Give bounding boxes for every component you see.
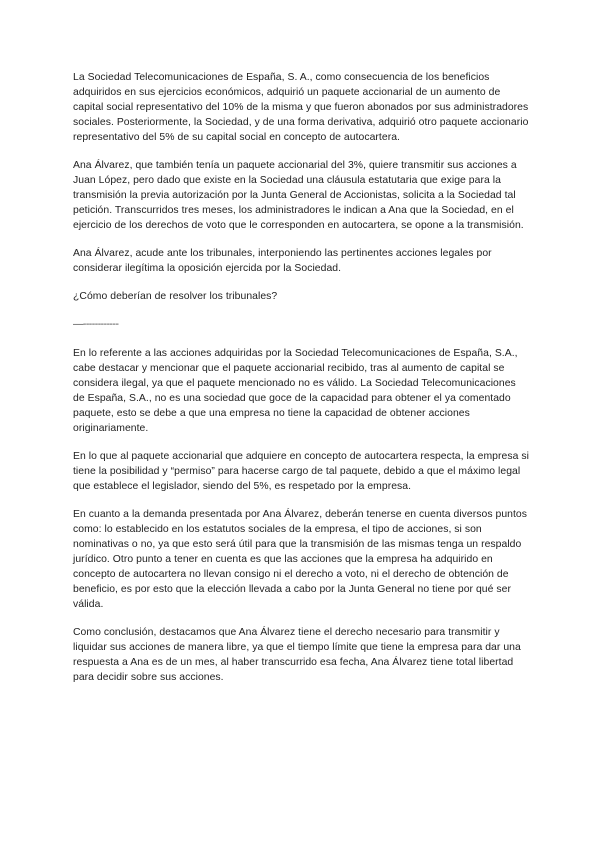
paragraph-answer-acquired-shares: En lo referente a las acciones adquiridas por la Sociedad Telecomunicaciones de España, S.A., cabe destacar y mencionar que el paquete accionarial recibido, tras al aumento de capital se considera ilegal, ya que el paquete mencionado no es válido. La Sociedad Telecomunicaciones de España, S.A., no es una sociedad que goce de la capacidad para obtener el ya comentado paquete, esto se debe a que una empresa no tiene la capacidad de obtener acciones originariamente. xyxy=(73,348,518,434)
paragraph-conclusion: Como conclusión, destacamos que Ana Álvarez tiene el derecho necesario para transmitir y liquidar sus acciones de manera libre, ya que el tiempo límite que tiene la empresa para dar una respuesta a Ana es de un mes, al haber transcurrido esa fecha, Ana Álvarez tiene total libertad para decidir sobre sus acciones. xyxy=(73,627,521,683)
question-text: ¿Cómo deberían de resolver los tribunales? xyxy=(73,291,278,302)
paragraph-transfer-request: Ana Álvarez, que también tenía un paquete accionarial del 3%, quiere transmitir sus acciones a Juan López, pero dado que existe en la Sociedad una cláusula estatutaria que exige para la transmisión la previa autorización por la Junta General de Accionistas, solicita a la Sociedad tal petición. Transcurridos tres meses, los administradores le indican a Ana que la Sociedad, en el ejercicio de los derechos de voto que le corresponden en autocartera, se opone a la transmisión. xyxy=(73,160,524,231)
paragraph-case-facts: La Sociedad Telecomunicaciones de España, S. A., como consecuencia de los beneficios adquiridos en sus ejercicios económicos, adquirió un paquete accionarial de un aumento de capital social representativo del 10% de la misma y que fueron abonados por sus administradores sociales. Posteriormente, la Sociedad, y de una forma derivativa, adquirió otro paquete accionario representativo del 5% de su capital social en concepto de autocartera. xyxy=(73,72,529,143)
section-separator: —------------ xyxy=(73,319,119,330)
paragraph-answer-treasury-stock: En lo que al paquete accionarial que adquiere en concepto de autocartera respecta, la empresa si tiene la posibilidad y “permiso” para hacerse cargo de tal paquete, debido a que el máximo legal que establece el legislador, siendo del 5%, es respetado por la empresa. xyxy=(73,451,529,492)
paragraph-answer-claim: En cuanto a la demanda presentada por Ana Álvarez, deberán tenerse en cuenta diversos puntos como: lo establecido en los estatutos sociales de la empresa, el tipo de acciones, si son nominativas o no, ya que esto será útil para que la transmisión de las mismas tenga un respaldo jurídico. Otro punto a tener en cuenta es que las acciones que la empresa ha adquirido en concepto de autocartera no llevan consigo ni el derecho a voto, ni el derecho de obtención de beneficio, es por esto que la elección llevada a cabo por la Junta General no tiene por qué ser válida. xyxy=(73,509,528,610)
paragraph-legal-action: Ana Álvarez, acude ante los tribunales, interponiendo las pertinentes acciones legales por considerar ilegítima la oposición ejercida por la Sociedad. xyxy=(73,248,492,274)
